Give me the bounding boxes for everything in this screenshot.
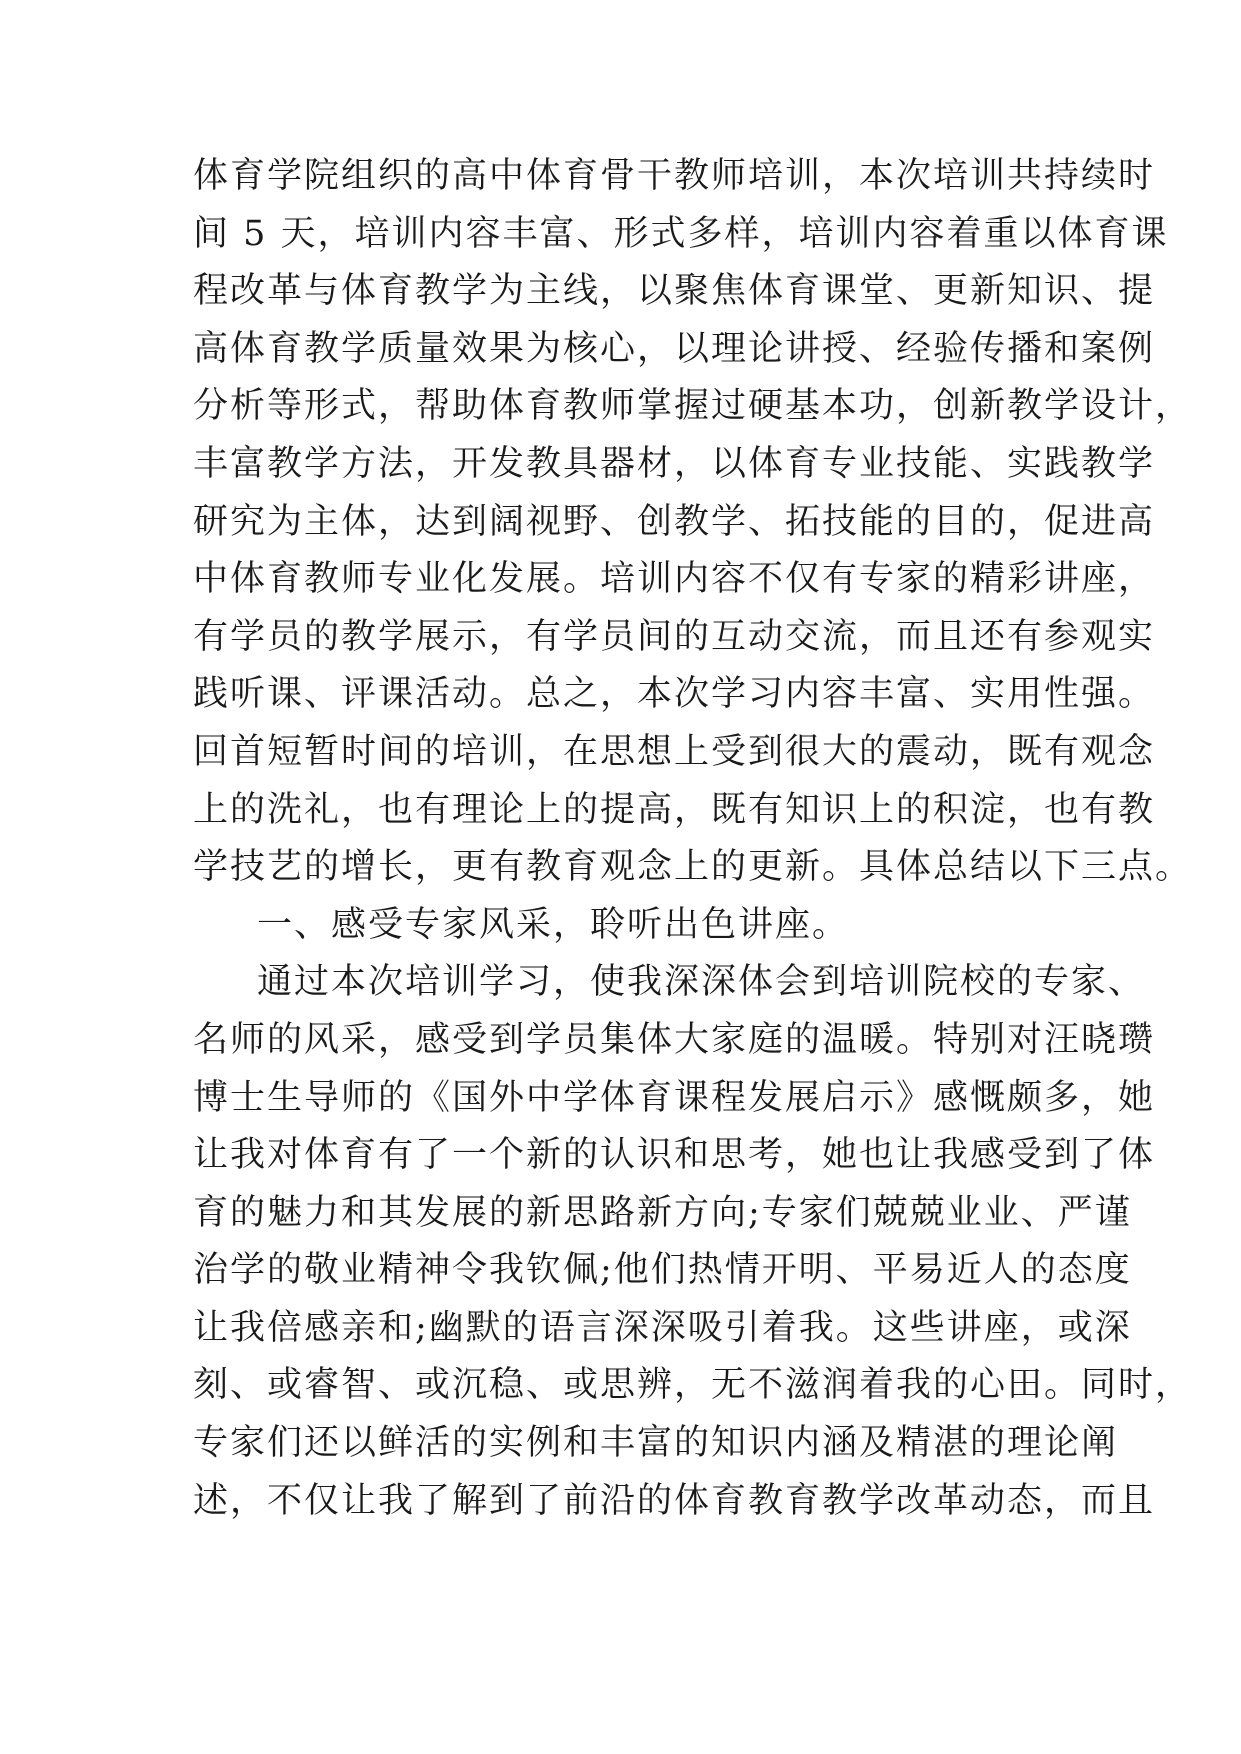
text-line: 专家们还以鲜活的实例和丰富的知识内涵及精湛的理论阐 <box>193 1423 1119 1464</box>
text-line: 高体育教学质量效果为核心，以理论讲授、经验传播和案例 <box>193 328 1156 369</box>
text-line: 让我对体育有了一个新的认识和思考，她也让我感受到了体 <box>193 1135 1156 1176</box>
paragraph-start-line: 通过本次培训学习，使我深深体会到培训院校的专家、 <box>257 962 1146 1003</box>
text-line: 治学的敬业精神令我钦佩;他们热情开明、平易近人的态度 <box>193 1250 1132 1291</box>
text-line: 回首短暂时间的培训，在思想上受到很大的震动，既有观念 <box>193 731 1156 772</box>
text-line: 博士生导师的《国外中学体育课程发展启示》感慨颇多，她 <box>193 1077 1156 1118</box>
body-text <box>193 148 1193 1530</box>
text-line: 有学员的教学展示，有学员间的互动交流，而且还有参观实 <box>193 616 1156 657</box>
text-line: 育的魅力和其发展的新思路新方向;专家们兢兢业业、严谨 <box>193 1192 1132 1233</box>
text-line: 中体育教师专业化发展。培训内容不仅有专家的精彩讲座， <box>193 559 1156 600</box>
text-line: 刻、或睿智、或沉稳、或思辨，无不滋润着我的心田。同时， <box>193 1365 1193 1406</box>
text-line: 体育学院组织的高中体育骨干教师培训，本次培训共持续时 <box>193 156 1156 196</box>
text-line: 践听课、评课活动。总之，本次学习内容丰富、实用性强。 <box>193 674 1156 715</box>
text-line: 程改革与体育教学为主线，以聚焦体育课堂、更新知识、提 <box>193 271 1156 312</box>
text-line: 分析等形式，帮助体育教师掌握过硬基本功，创新教学设计， <box>193 386 1193 427</box>
section-heading: 一、感受专家风采，聆听出色讲座。 <box>257 904 850 945</box>
text-line: 丰富教学方法，开发教具器材，以体育专业技能、实践教学 <box>193 443 1156 484</box>
text-line: 研究为主体，达到阔视野、创教学、拓技能的目的，促进高 <box>193 501 1156 542</box>
text-line: 让我倍感亲和;幽默的语言深深吸引着我。这些讲座，或深 <box>193 1307 1132 1348</box>
text-line: 上的洗礼，也有理论上的提高，既有知识上的积淀，也有教 <box>193 789 1156 830</box>
text-line: 名师的风采，感受到学员集体大家庭的温暖。特别对汪晓瓒 <box>193 1019 1156 1060</box>
text-line: 学技艺的增长，更有教育观念上的更新。具体总结以下三点。 <box>193 847 1193 888</box>
text-line: 述，不仅让我了解到了前沿的体育教育教学改革动态，而且 <box>193 1480 1156 1521</box>
text-line: 间 5 天，培训内容丰富、形式多样，培训内容着重以体育课 <box>193 213 1169 254</box>
